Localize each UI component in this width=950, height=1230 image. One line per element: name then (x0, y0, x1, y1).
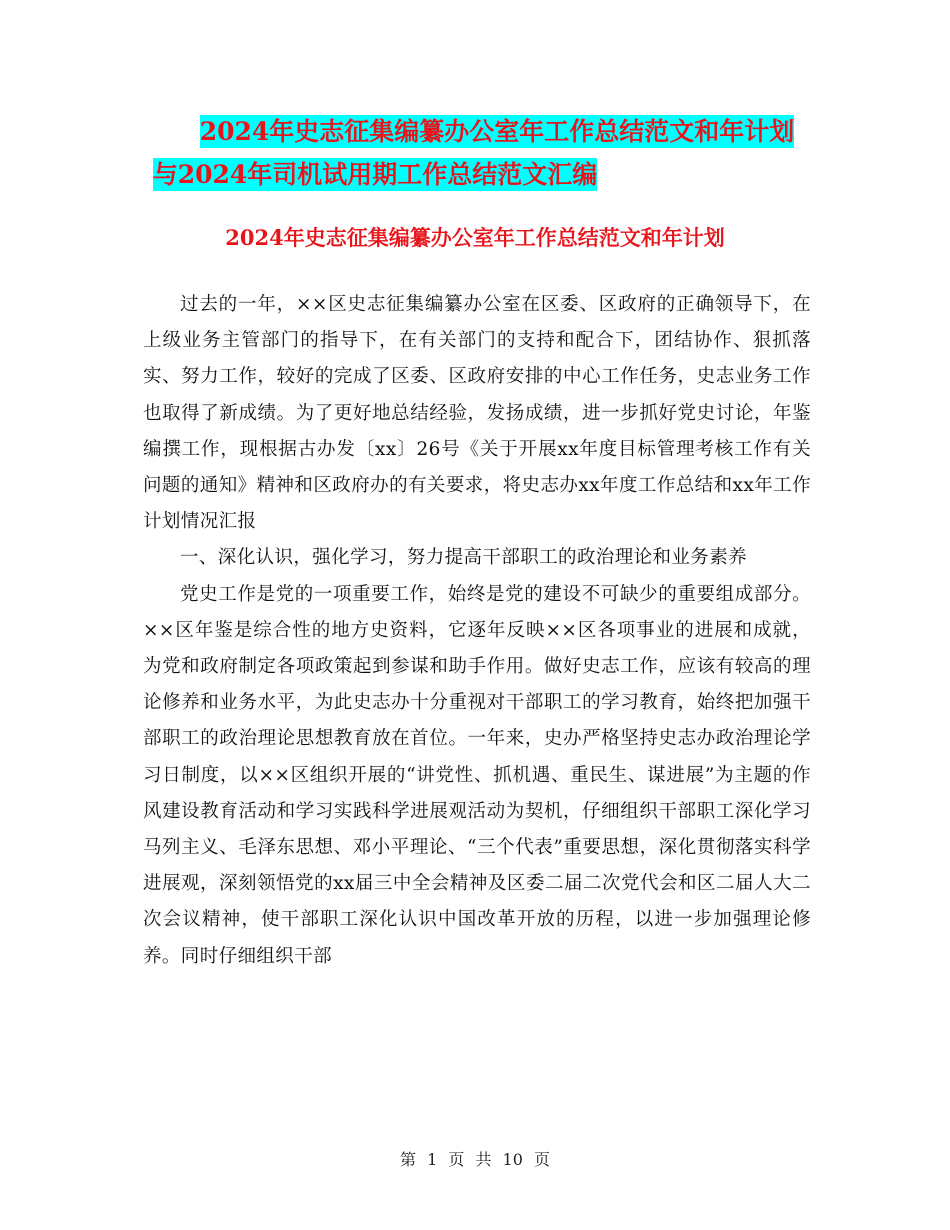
section-title: 2024年史志征集编纂办公室年工作总结范文和年计划 (225, 225, 725, 250)
paragraph-intro: 过去的一年，××区史志征集编纂办公室在区委、区政府的正确领导下，在上级业务主管部门的指导下，在有关部门的支持和配合下，团结协作、狠抓落实、努力工作，较好的完成了区委、区政府安排的中心工作任务，史志业务工作也取得了新成绩。为了更好地总结经验，发扬成绩，进一步抓好党史讨论，年鉴编撰工作，现根据古办发〔xx〕26号《关于开展xx年度目标管理考核工作有关问题的通知》精神和区政府办的有关要求，将史志办xx年度工作总结和xx年工作计划情况汇报 (143, 294, 811, 533)
body-text (143, 287, 811, 975)
paragraph-heading-1: 一、深化认识，强化学习，努力提高干部职工的政治理论和业务素养 (180, 547, 748, 569)
title-highlight-1: 2024年史志征集编纂办公室年工作总结范文和年计划 (199, 117, 795, 146)
paragraph-body-1: 党史工作是党的一项重要工作，始终是党的建设不可缺少的重要组成部分。××区年鉴是综合性的地方史资料，它逐年反映××区各项事业的进展和成就，为党和政府制定各项政策起到参谋和助手作用。做好史志工作，应该有较高的理论修养和业务水平，为此史志办十分重视对干部职工的学习教育，始终把加强干部职工的政治理论思想教育放在首位。一年来，史办严格坚持史志办政治理论学习日制度，以××区组织开展的“讲党性、抓机遇、重民生、谋进展”为主题的作风建设教育活动和学习实践科学进展观活动为契机，仔细组织干部职工深化学习马列主义、毛泽东思想、邓小平理论、“三个代表”重要思想，深化贯彻落实科学进展观，深刻领悟党的xx届三中全会精神及区委二届二次党代会和区二届人大二次会议精神，使干部职工深化认识中国改革开放的历程，以进一步加强理论修养。同时仔细组织干部 (143, 583, 811, 967)
title-highlight-2: 与2024年司机试用期工作总结范文汇编 (152, 160, 598, 189)
document-title-line-2 (0, 153, 850, 197)
document-title-line-1 (22, 110, 950, 154)
page-footer: 第 1 页 共 10 页 (400, 1150, 550, 1169)
